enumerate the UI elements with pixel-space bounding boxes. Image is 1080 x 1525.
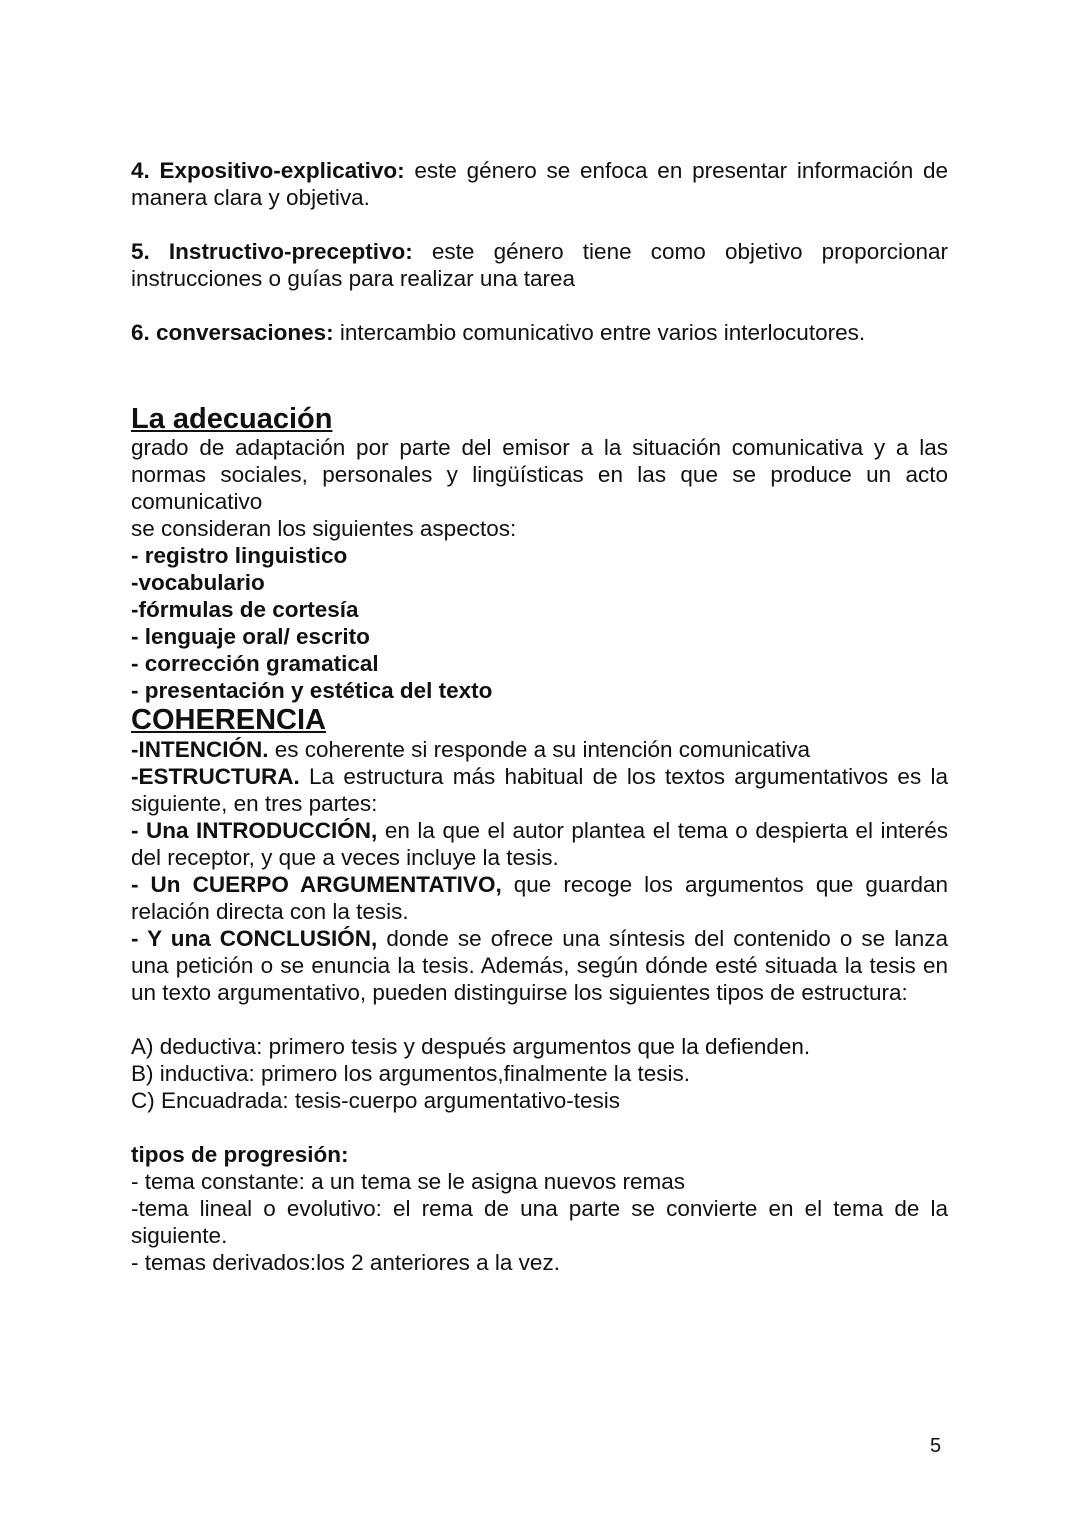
progresion-list — [131, 1168, 948, 1276]
list-item: -vocabulario — [131, 570, 265, 595]
part-conclusion — [131, 925, 948, 1006]
genre-item-4 — [131, 157, 948, 211]
part-text: que recoge los argumentos que guardan relación directa con la tesis. — [131, 872, 948, 924]
aspects-list — [131, 542, 948, 704]
genre-text: intercambio comunicativo entre varios interlocutores. — [333, 320, 866, 345]
genre-label: 5. Instructivo-preceptivo: — [131, 239, 413, 264]
genre-text: este género tiene como objetivo proporcionar instrucciones o guías para realizar una tarea — [131, 239, 948, 291]
page-number: 5 — [930, 1435, 942, 1457]
genre-text: este género se enfoca en presentar información de manera clara y objetiva. — [131, 158, 949, 210]
list-item: - registro linguistico — [131, 543, 348, 568]
list-item: C) Encuadrada: tesis-cuerpo argumentativo-tesis — [131, 1088, 620, 1113]
list-item: - presentación y estética del texto — [131, 678, 493, 703]
intencion-label: -INTENCIÓN. — [131, 737, 269, 762]
section-title-coherencia: COHERENCIA — [131, 704, 326, 736]
part-label: - Y una CONCLUSIÓN, — [131, 926, 378, 951]
intencion-paragraph — [131, 736, 948, 763]
part-introduccion — [131, 817, 948, 871]
list-item: - lenguaje oral/ escrito — [131, 624, 370, 649]
structure-types-list — [131, 1033, 948, 1114]
list-item: - temas derivados:los 2 anteriores a la vez. — [131, 1250, 560, 1275]
estructura-paragraph — [131, 763, 948, 817]
section-title-adecuacion: La adecuación — [131, 403, 333, 435]
page-content — [131, 157, 948, 1276]
estructura-text: La estructura más habitual de los textos argumentativos es la siguiente, en tres partes: — [131, 764, 948, 816]
genre-label: 4. Expositivo-explicativo: — [131, 158, 405, 183]
progresion-title-text: tipos de progresión: — [131, 1142, 349, 1167]
part-label: - Un CUERPO ARGUMENTATIVO, — [131, 872, 502, 897]
part-text: donde se ofrece una síntesis del contenido o se lanza una petición o se enuncia la tesis. Además, según dónde esté situada la tesis en un texto argumentativo, pueden distinguirse los siguientes tipos de estructura: — [131, 926, 948, 1005]
intencion-text: es coherente si responde a su intención comunicativa — [268, 737, 811, 762]
genre-item-5 — [131, 238, 948, 292]
estructura-label: -ESTRUCTURA. — [131, 764, 300, 789]
list-item: A) deductiva: primero tesis y después argumentos que la defienden. — [131, 1034, 811, 1059]
part-cuerpo — [131, 871, 948, 925]
part-label: - Una INTRODUCCIÓN, — [131, 818, 378, 843]
part-text: en la que el autor plantea el tema o despierta el interés del receptor, y que a veces incluye la tesis. — [131, 818, 949, 870]
list-item: B) inductiva: primero los argumentos,finalmente la tesis. — [131, 1061, 690, 1086]
adecuacion-definition: grado de adaptación por parte del emisor a la situación comunicativa y a las normas sociales, personales y lingüísticas en las que se produce un acto comunicativo — [131, 435, 948, 514]
progresion-title — [131, 1141, 948, 1168]
list-item: - tema constante: a un tema se le asigna nuevos remas — [131, 1169, 686, 1194]
aspects-intro: se consideran los siguientes aspectos: — [131, 516, 517, 541]
genre-label: 6. conversaciones: — [131, 320, 334, 345]
genre-item-6 — [131, 319, 948, 346]
list-item: - corrección gramatical — [131, 651, 379, 676]
list-item: -tema lineal o evolutivo: el rema de una parte se convierte en el tema de la siguiente. — [131, 1196, 948, 1248]
list-item: -fórmulas de cortesía — [131, 597, 359, 622]
